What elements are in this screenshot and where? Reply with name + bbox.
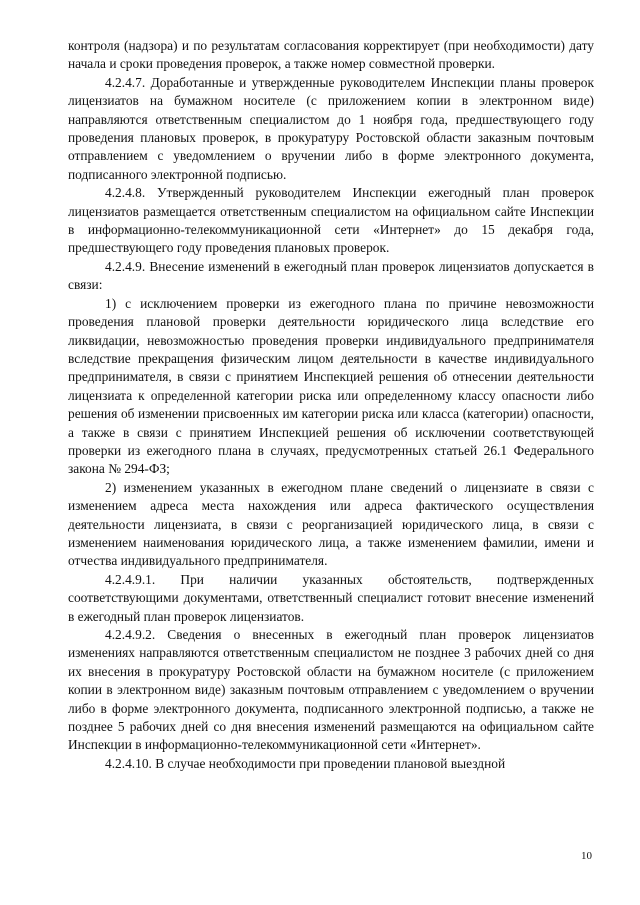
paragraph-4-2-4-10: 4.2.4.10. В случае необходимости при проведении плановой выездной <box>105 755 506 771</box>
list-item-2: 2) изменением указанных в ежегодном плане сведений о лицензиате в связи с изменением адреса места нахождения или адреса фактического осуществления деятельности лицензиата, в связи с реорганизацией юридического лица, в связи с изменением наименования юридического лица, а также изменением фамилии, имени и отчества индивидуального предпринимателя. <box>68 479 594 569</box>
page-number: 10 <box>581 850 592 862</box>
document-page <box>68 37 594 773</box>
list-item-1: 1) с исключением проверки из ежегодного плана по причине невозможности проведения плановой проверки деятельности юридического лица вследствие его ликвидации, невозможностью проведения проверки индивидуального предпринимателя вследствие прекращения физическим лицом деятельности в качестве индивидуального предпринимателя, в связи с принятием Инспекцией решения об отнесении деятельности лицензиата к определенной категории риска или определенному классу опасности либо решения об изменении присвоенных им категории риска или класса (категории) опасности, а также в связи с принятием Инспекцией решения об исключении соответствующей проверки из ежегодного плана в случаях, предусмотренных статьей 26.1 Федерального закона № 294-ФЗ; <box>68 295 594 477</box>
paragraph-4-2-4-7: 4.2.4.7. Доработанные и утвержденные руководителем Инспекции планы проверок лицензиатов на бумажном носителе (с приложением копии в электронном виде) направляются ответственным специалистом до 1 ноября года, предшествующего году проведения плановых проверок, в прокуратуру Ростовской области заказным почтовым отправлением с уведомлением о вручении либо в форме электронного документа, подписанного электронной подписью. <box>68 74 594 182</box>
paragraph-continuation: контроля (надзора) и по результатам согласования корректирует (при необходимости) дату начала и сроки проведения проверок, а также номер совместной проверки. <box>68 38 594 72</box>
paragraph-4-2-4-9: 4.2.4.9. Внесение изменений в ежегодный план проверок лицензиатов допускается в связи: <box>68 258 594 293</box>
paragraph-4-2-4-9-1: 4.2.4.9.1. При наличии указанных обстоятельств, подтвержденных соответствующими документами, ответственный специалист готовит внесение изменений в ежегодный план проверок лицензиатов. <box>68 571 594 624</box>
paragraph-4-2-4-9-2: 4.2.4.9.2. Сведения о внесенных в ежегодный план проверок лицензиатов изменениях направляются ответственным специалистом не позднее 3 рабочих дней со дня их внесения в прокуратуру Ростовской области на бумажном носителе (с приложением копии в электронном виде) заказным почтовым отправлением с уведомлением о вручении либо в форме электронного документа, подписанного электронной подписью, а также не позднее 5 рабочих дней со дня внесения изменений размещаются на официальном сайте Инспекции в информационно-телекоммуникационной сети «Интернет». <box>68 627 594 753</box>
paragraph-4-2-4-8: 4.2.4.8. Утвержденный руководителем Инспекции ежегодный план проверок лицензиатов размещается ответственным специалистом на официальном сайте Инспекции в информационно-телекоммуникационной сети «Интернет» до 15 декабря года, предшествующего году проведения плановых проверок. <box>68 185 594 256</box>
